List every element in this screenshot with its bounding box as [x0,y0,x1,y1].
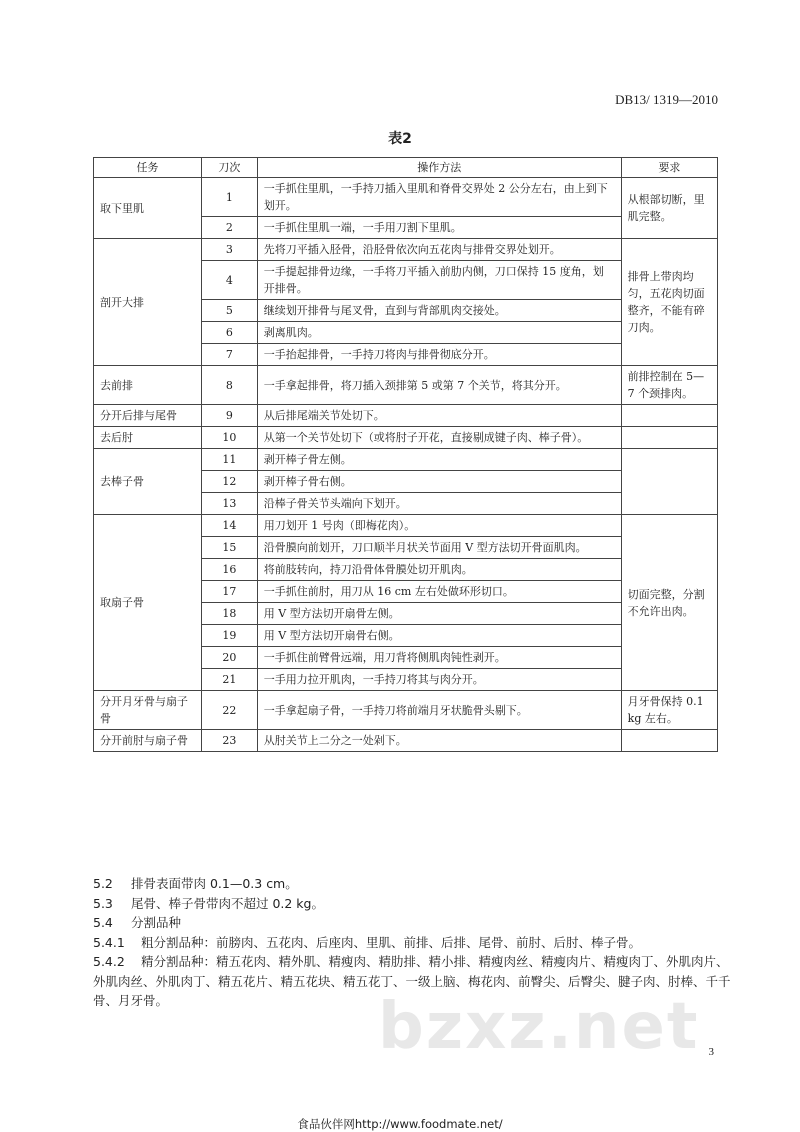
clause-number: 5.2 [93,876,113,891]
cut-number-cell: 13 [202,493,258,515]
clause-text: 粗分割品种：前膀肉、五花肉、后座肉、里肌、前排、后排、尾骨、前肘、后肘、棒子骨。 [140,934,641,950]
table-row [94,239,718,261]
task-cell: 取扇子骨 [94,515,202,691]
method-cell: 一手用力拉开肌肉，一手持刀将其与肉分开。 [257,669,621,691]
method-cell: 一手抓住前肘，用刀从 16 cm 左右处做环形切口。 [257,581,621,603]
method-cell: 沿棒子骨关节头端向下划开。 [257,493,621,515]
column-header-cut: 刀次 [202,158,258,178]
method-cell: 从后排尾端关节处切下。 [257,405,621,427]
column-header-task: 任务 [94,158,202,178]
footer-source: 食品伙伴网http://www.foodmate.net/ [297,1117,503,1131]
method-cell: 先将刀平插入胫骨，沿胫骨依次向五花肉与排骨交界处划开。 [257,239,621,261]
clause-text: 排骨表面带肉 0.1—0.3 cm。 [130,876,298,891]
table-row [94,691,718,730]
cut-number-cell: 11 [202,449,258,471]
table-row [94,178,718,217]
cut-number-cell: 3 [202,239,258,261]
clause-5-2 [93,874,733,894]
clause-text: 精分割品种：精五花肉、精外肌、精瘦肉、精肋排、精小排、精瘦肉丝、精瘦肉片、精瘦肉丁、外肌肉片、外肌肉丝、外肌肉丁、精五花片、精五花块、精五花丁、一级上脑、梅花肉、前臀尖、后臀尖、腱子肉、肘棒、千千骨、月牙骨。 [93,954,731,1008]
requirement-cell [621,405,717,427]
cut-number-cell: 16 [202,559,258,581]
cut-number-cell: 1 [202,178,258,217]
method-cell: 继续划开排骨与尾叉骨，直到与背部肌肉交接处。 [257,300,621,322]
clause-text: 分割品种 [130,915,181,930]
task-cell: 取下里肌 [94,178,202,239]
table-row [94,730,718,752]
table-row [94,449,718,471]
cut-number-cell: 20 [202,647,258,669]
method-cell: 一手提起排骨边缘，一手将刀平插入前肋内侧，刀口保持 15 度角，划开排骨。 [257,261,621,300]
method-cell: 剥开棒子骨左侧。 [257,449,621,471]
clause-5-3 [93,894,733,914]
table-row [94,366,718,405]
document-code: DB13/ 1319—2010 [615,92,718,107]
clause-number: 5.4 [93,915,113,930]
method-cell: 一手拿起扇子骨，一手持刀将前端月牙状脆骨头剔下。 [257,691,621,730]
requirement-cell: 从根部切断，里肌完整。 [621,178,717,239]
requirement-cell [621,730,717,752]
method-cell: 沿骨膜向前划开，刀口顺半月状关节面用 V 型方法切开骨面肌肉。 [257,537,621,559]
table-header-row [94,158,718,178]
cut-number-cell: 4 [202,261,258,300]
clause-number: 5.4.2 [93,954,125,969]
clause-text: 尾骨、棒子骨带肉不超过 0.2 kg。 [130,895,324,911]
method-cell: 一手抓住里肌，一手持刀插入里肌和脊骨交界处 2 公分左右，由上到下划开。 [257,178,621,217]
cut-number-cell: 8 [202,366,258,405]
cut-number-cell: 17 [202,581,258,603]
clause-5-4 [93,913,733,933]
cut-number-cell: 2 [202,217,258,239]
requirement-cell [621,427,717,449]
table-body [94,178,718,752]
method-cell: 用 V 型方法切开扇骨右侧。 [257,625,621,647]
method-cell: 剥离肌肉。 [257,322,621,344]
cut-number-cell: 22 [202,691,258,730]
cut-number-cell: 9 [202,405,258,427]
task-cell: 分开后排与尾骨 [94,405,202,427]
cut-number-cell: 10 [202,427,258,449]
table-title: 表2 [388,131,412,147]
method-cell: 一手拿起排骨，将刀插入颈排第 5 或第 7 个关节，将其分开。 [257,366,621,405]
operations-table [93,157,718,752]
method-cell: 一手抓住前臂骨远端，用刀背将侧肌肉钝性剥开。 [257,647,621,669]
method-cell: 用 V 型方法切开扇骨左侧。 [257,603,621,625]
task-cell: 剖开大排 [94,239,202,366]
cut-number-cell: 23 [202,730,258,752]
clause-number: 5.4.1 [93,934,125,950]
table-row [94,405,718,427]
task-cell: 分开前肘与扇子骨 [94,730,202,752]
cut-number-cell: 14 [202,515,258,537]
cut-number-cell: 19 [202,625,258,647]
method-cell: 从第一个关节处切下（或将肘子开花，直接剔成键子肉、棒子骨）。 [257,427,621,449]
cut-number-cell: 5 [202,300,258,322]
task-cell: 去棒子骨 [94,449,202,515]
table-row [94,515,718,537]
cut-number-cell: 18 [202,603,258,625]
table-row [94,427,718,449]
cut-number-cell: 15 [202,537,258,559]
task-cell: 去后肘 [94,427,202,449]
watermark: bzxz.net [378,990,700,1064]
requirement-cell: 排骨上带肉均匀，五花肉切面整齐，不能有碎刀肉。 [621,239,717,366]
requirement-cell: 前排控制在 5—7 个颈排肉。 [621,366,717,405]
method-cell: 一手抓住里肌一端，一手用刀割下里肌。 [257,217,621,239]
method-cell: 用刀划开 1 号肉（即梅花肉）。 [257,515,621,537]
page-number: 3 [708,1046,714,1058]
clause-5-4-1 [93,933,733,953]
cut-number-cell: 12 [202,471,258,493]
cut-number-cell: 6 [202,322,258,344]
column-header-requirement: 要求 [621,158,717,178]
requirement-cell: 切面完整，分割不允许出肉。 [621,515,717,691]
cut-number-cell: 21 [202,669,258,691]
requirement-cell [621,449,717,515]
method-cell: 从肘关节上二分之一处剁下。 [257,730,621,752]
method-cell: 剥开棒子骨右侧。 [257,471,621,493]
clause-number: 5.3 [93,895,113,911]
task-cell: 分开月牙骨与扇子骨 [94,691,202,730]
cut-number-cell: 7 [202,344,258,366]
method-cell: 一手抬起排骨，一手持刀将肉与排骨彻底分开。 [257,344,621,366]
requirement-cell: 月牙骨保持 0.1 kg 左右。 [621,691,717,730]
method-cell: 将前肢转向，持刀沿骨体骨膜处切开肌肉。 [257,559,621,581]
task-cell: 去前排 [94,366,202,405]
column-header-method: 操作方法 [257,158,621,178]
